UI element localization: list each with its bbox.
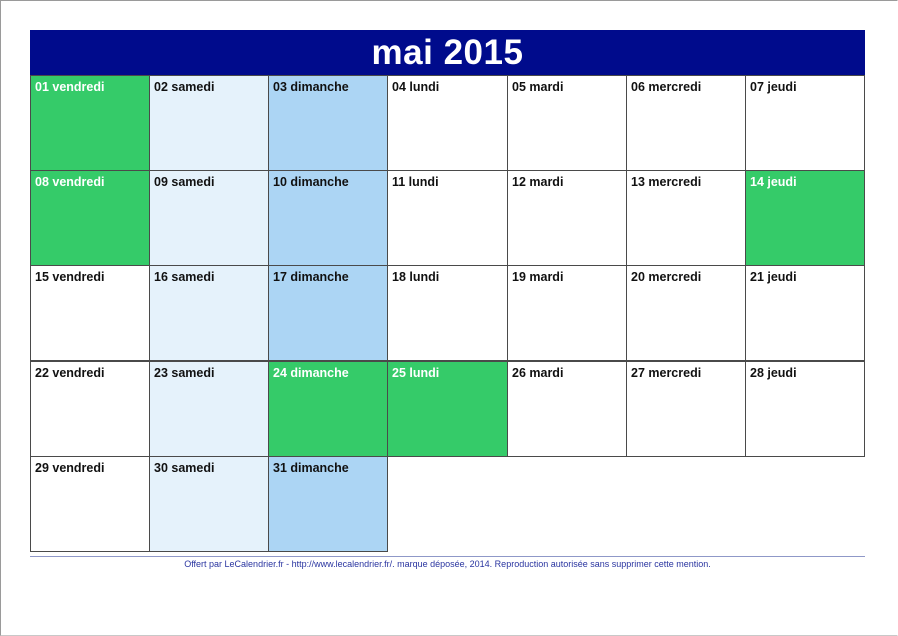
day-label: 17 dimanche	[273, 270, 349, 284]
day-cell-22[interactable]	[30, 361, 150, 457]
day-cell-20[interactable]	[626, 265, 746, 361]
day-cell-18[interactable]	[387, 265, 508, 361]
day-label: 04 lundi	[392, 80, 440, 94]
month-header	[30, 30, 865, 75]
day-cell-23[interactable]	[149, 361, 269, 457]
day-cell-16[interactable]	[149, 265, 269, 361]
day-label: 28 jeudi	[750, 366, 797, 380]
day-cell-30[interactable]	[149, 456, 269, 552]
day-label: 10 dimanche	[273, 175, 349, 189]
day-label: 20 mercredi	[631, 270, 702, 284]
day-cell-25[interactable]	[387, 361, 508, 457]
day-cell-05[interactable]	[507, 75, 627, 171]
day-label: 29 vendredi	[35, 461, 105, 475]
day-cell-04[interactable]	[387, 75, 508, 171]
day-cell-11[interactable]	[387, 170, 508, 266]
day-label: 06 mercredi	[631, 80, 702, 94]
day-label: 31 dimanche	[273, 461, 349, 475]
day-cell-08[interactable]	[30, 170, 150, 266]
footer-divider	[30, 556, 865, 557]
day-label: 25 lundi	[392, 366, 440, 380]
month-title: mai 2015	[371, 33, 524, 72]
day-cell-26[interactable]	[507, 361, 627, 457]
day-cell-15[interactable]	[30, 265, 150, 361]
day-cell-06[interactable]	[626, 75, 746, 171]
day-cell-07[interactable]	[745, 75, 865, 171]
day-cell-02[interactable]	[149, 75, 269, 171]
day-label: 30 samedi	[154, 461, 215, 475]
day-label: 22 vendredi	[35, 366, 105, 380]
day-label: 07 jeudi	[750, 80, 797, 94]
day-cell-14[interactable]	[745, 170, 865, 266]
day-label: 19 mardi	[512, 270, 564, 284]
day-cell-03[interactable]	[268, 75, 388, 171]
day-cell-27[interactable]	[626, 361, 746, 457]
day-label: 21 jeudi	[750, 270, 797, 284]
day-label: 26 mardi	[512, 366, 564, 380]
day-cell-24[interactable]	[268, 361, 388, 457]
day-label: 03 dimanche	[273, 80, 349, 94]
footer-credit: Offert par LeCalendrier.fr - http://www.lecalendrier.fr/. marque déposée, 2014. Reproduction autorisée sans supprimer cette mention.	[184, 559, 711, 569]
day-cell-29[interactable]	[30, 456, 150, 552]
day-label: 24 dimanche	[273, 366, 349, 380]
day-label: 15 vendredi	[35, 270, 105, 284]
day-label: 05 mardi	[512, 80, 564, 94]
day-cell-09[interactable]	[149, 170, 269, 266]
day-cell-31[interactable]	[268, 456, 388, 552]
day-cell-10[interactable]	[268, 170, 388, 266]
day-label: 02 samedi	[154, 80, 215, 94]
day-label: 13 mercredi	[631, 175, 702, 189]
day-label: 12 mardi	[512, 175, 564, 189]
day-label: 27 mercredi	[631, 366, 702, 380]
day-label: 18 lundi	[392, 270, 440, 284]
day-cell-21[interactable]	[745, 265, 865, 361]
day-cell-01[interactable]	[30, 75, 150, 171]
calendar-grid	[30, 75, 865, 552]
day-cell-13[interactable]	[626, 170, 746, 266]
day-cell-19[interactable]	[507, 265, 627, 361]
day-cell-12[interactable]	[507, 170, 627, 266]
day-label: 11 lundi	[392, 175, 439, 189]
day-label: 14 jeudi	[750, 175, 797, 189]
day-cell-28[interactable]	[745, 361, 865, 457]
day-label: 09 samedi	[154, 175, 215, 189]
day-label: 01 vendredi	[35, 80, 105, 94]
day-label: 16 samedi	[154, 270, 215, 284]
day-label: 23 samedi	[154, 366, 215, 380]
day-label: 08 vendredi	[35, 175, 105, 189]
day-cell-17[interactable]	[268, 265, 388, 361]
